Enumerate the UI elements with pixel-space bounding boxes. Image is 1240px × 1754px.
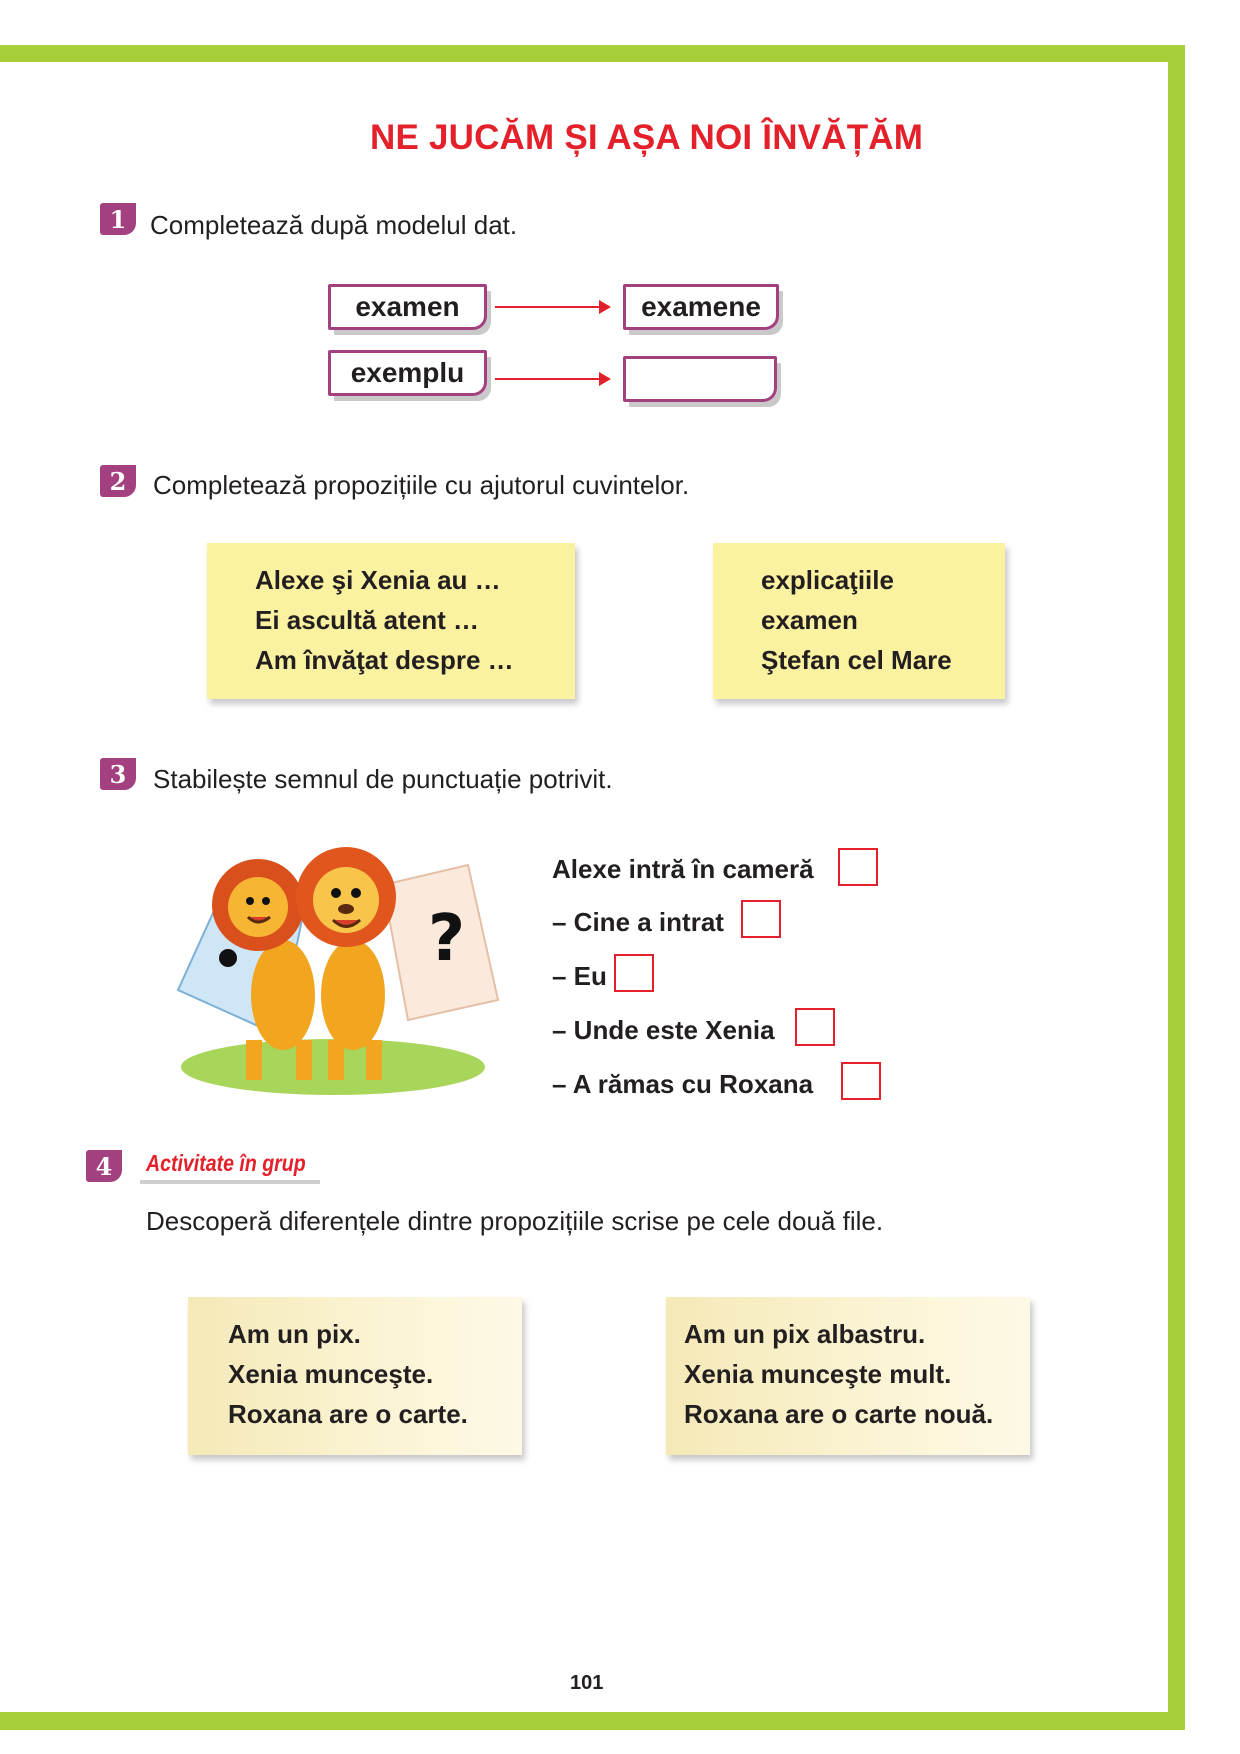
group-activity-label: Activitate în grup bbox=[146, 1150, 306, 1176]
exercise-3-badge: 3 bbox=[100, 758, 136, 790]
punctuation-box[interactable] bbox=[741, 900, 781, 938]
exercise-4-instruction: Descoperă diferențele dintre propozițiile scrise pe cele două file. bbox=[146, 1206, 884, 1236]
word-option: Ştefan cel Mare bbox=[761, 645, 952, 675]
sheet-line: Roxana are o carte nouă. bbox=[684, 1399, 994, 1429]
word-option: examen bbox=[761, 605, 858, 635]
word-examene: examene bbox=[623, 284, 779, 330]
exercise-3-instruction: Stabilește semnul de punctuație potrivit. bbox=[153, 764, 613, 794]
arrow-1 bbox=[495, 306, 607, 308]
arrow-2 bbox=[495, 378, 607, 380]
lions-illustration bbox=[168, 845, 508, 1100]
exercise-4-badge: 4 bbox=[86, 1150, 122, 1182]
page-frame-bottom bbox=[0, 1712, 1185, 1730]
sheet-line: Xenia munceşte mult. bbox=[684, 1359, 952, 1389]
punctuation-sentence: Alexe intră în cameră bbox=[552, 854, 814, 884]
sentence-line: Am învăţat despre … bbox=[255, 645, 514, 675]
punctuation-sentence: – Cine a intrat bbox=[552, 907, 724, 937]
words-note bbox=[713, 543, 1005, 699]
page-frame-right bbox=[1168, 45, 1185, 1730]
punctuation-sentence: – Eu bbox=[552, 961, 607, 991]
punctuation-box[interactable] bbox=[841, 1062, 881, 1100]
exercise-1-badge: 1 bbox=[100, 203, 136, 235]
svg-text:?: ? bbox=[428, 902, 466, 976]
sentences-note bbox=[207, 543, 575, 699]
right-sheet bbox=[666, 1297, 1030, 1455]
sheet-line: Am un pix albastru. bbox=[684, 1319, 926, 1349]
punctuation-sentence: – Unde este Xenia bbox=[552, 1015, 775, 1045]
sheet-line: Roxana are o carte. bbox=[228, 1399, 468, 1429]
sheet-line: Xenia munceşte. bbox=[228, 1359, 434, 1389]
word-option: explicaţiile bbox=[761, 565, 894, 595]
word-exemplu: exemplu bbox=[328, 350, 487, 396]
page-frame-top bbox=[0, 45, 1185, 62]
sentence-line: Ei ascultă atent … bbox=[255, 605, 479, 635]
left-sheet bbox=[188, 1297, 522, 1455]
punctuation-box[interactable] bbox=[614, 954, 654, 992]
exercise-2-instruction: Completează propozițiile cu ajutorul cuvintelor. bbox=[153, 470, 690, 500]
sheet-line: Am un pix. bbox=[228, 1319, 361, 1349]
answer-box-exemplu[interactable] bbox=[623, 356, 777, 402]
punctuation-box[interactable] bbox=[838, 848, 878, 886]
word-examen: examen bbox=[328, 284, 487, 330]
punctuation-box[interactable] bbox=[795, 1008, 835, 1046]
exercise-1-instruction: Completează după modelul dat. bbox=[150, 210, 518, 240]
page-number: 101 bbox=[570, 1672, 604, 1694]
punctuation-sentence: – A rămas cu Roxana bbox=[552, 1069, 814, 1099]
exercise-2-badge: 2 bbox=[100, 465, 136, 497]
page-title: NE JUCĂM ȘI AȘA NOI ÎNVĂȚĂM bbox=[370, 118, 924, 157]
sentence-line: Alexe şi Xenia au … bbox=[255, 565, 501, 595]
group-label-underline bbox=[140, 1180, 320, 1184]
